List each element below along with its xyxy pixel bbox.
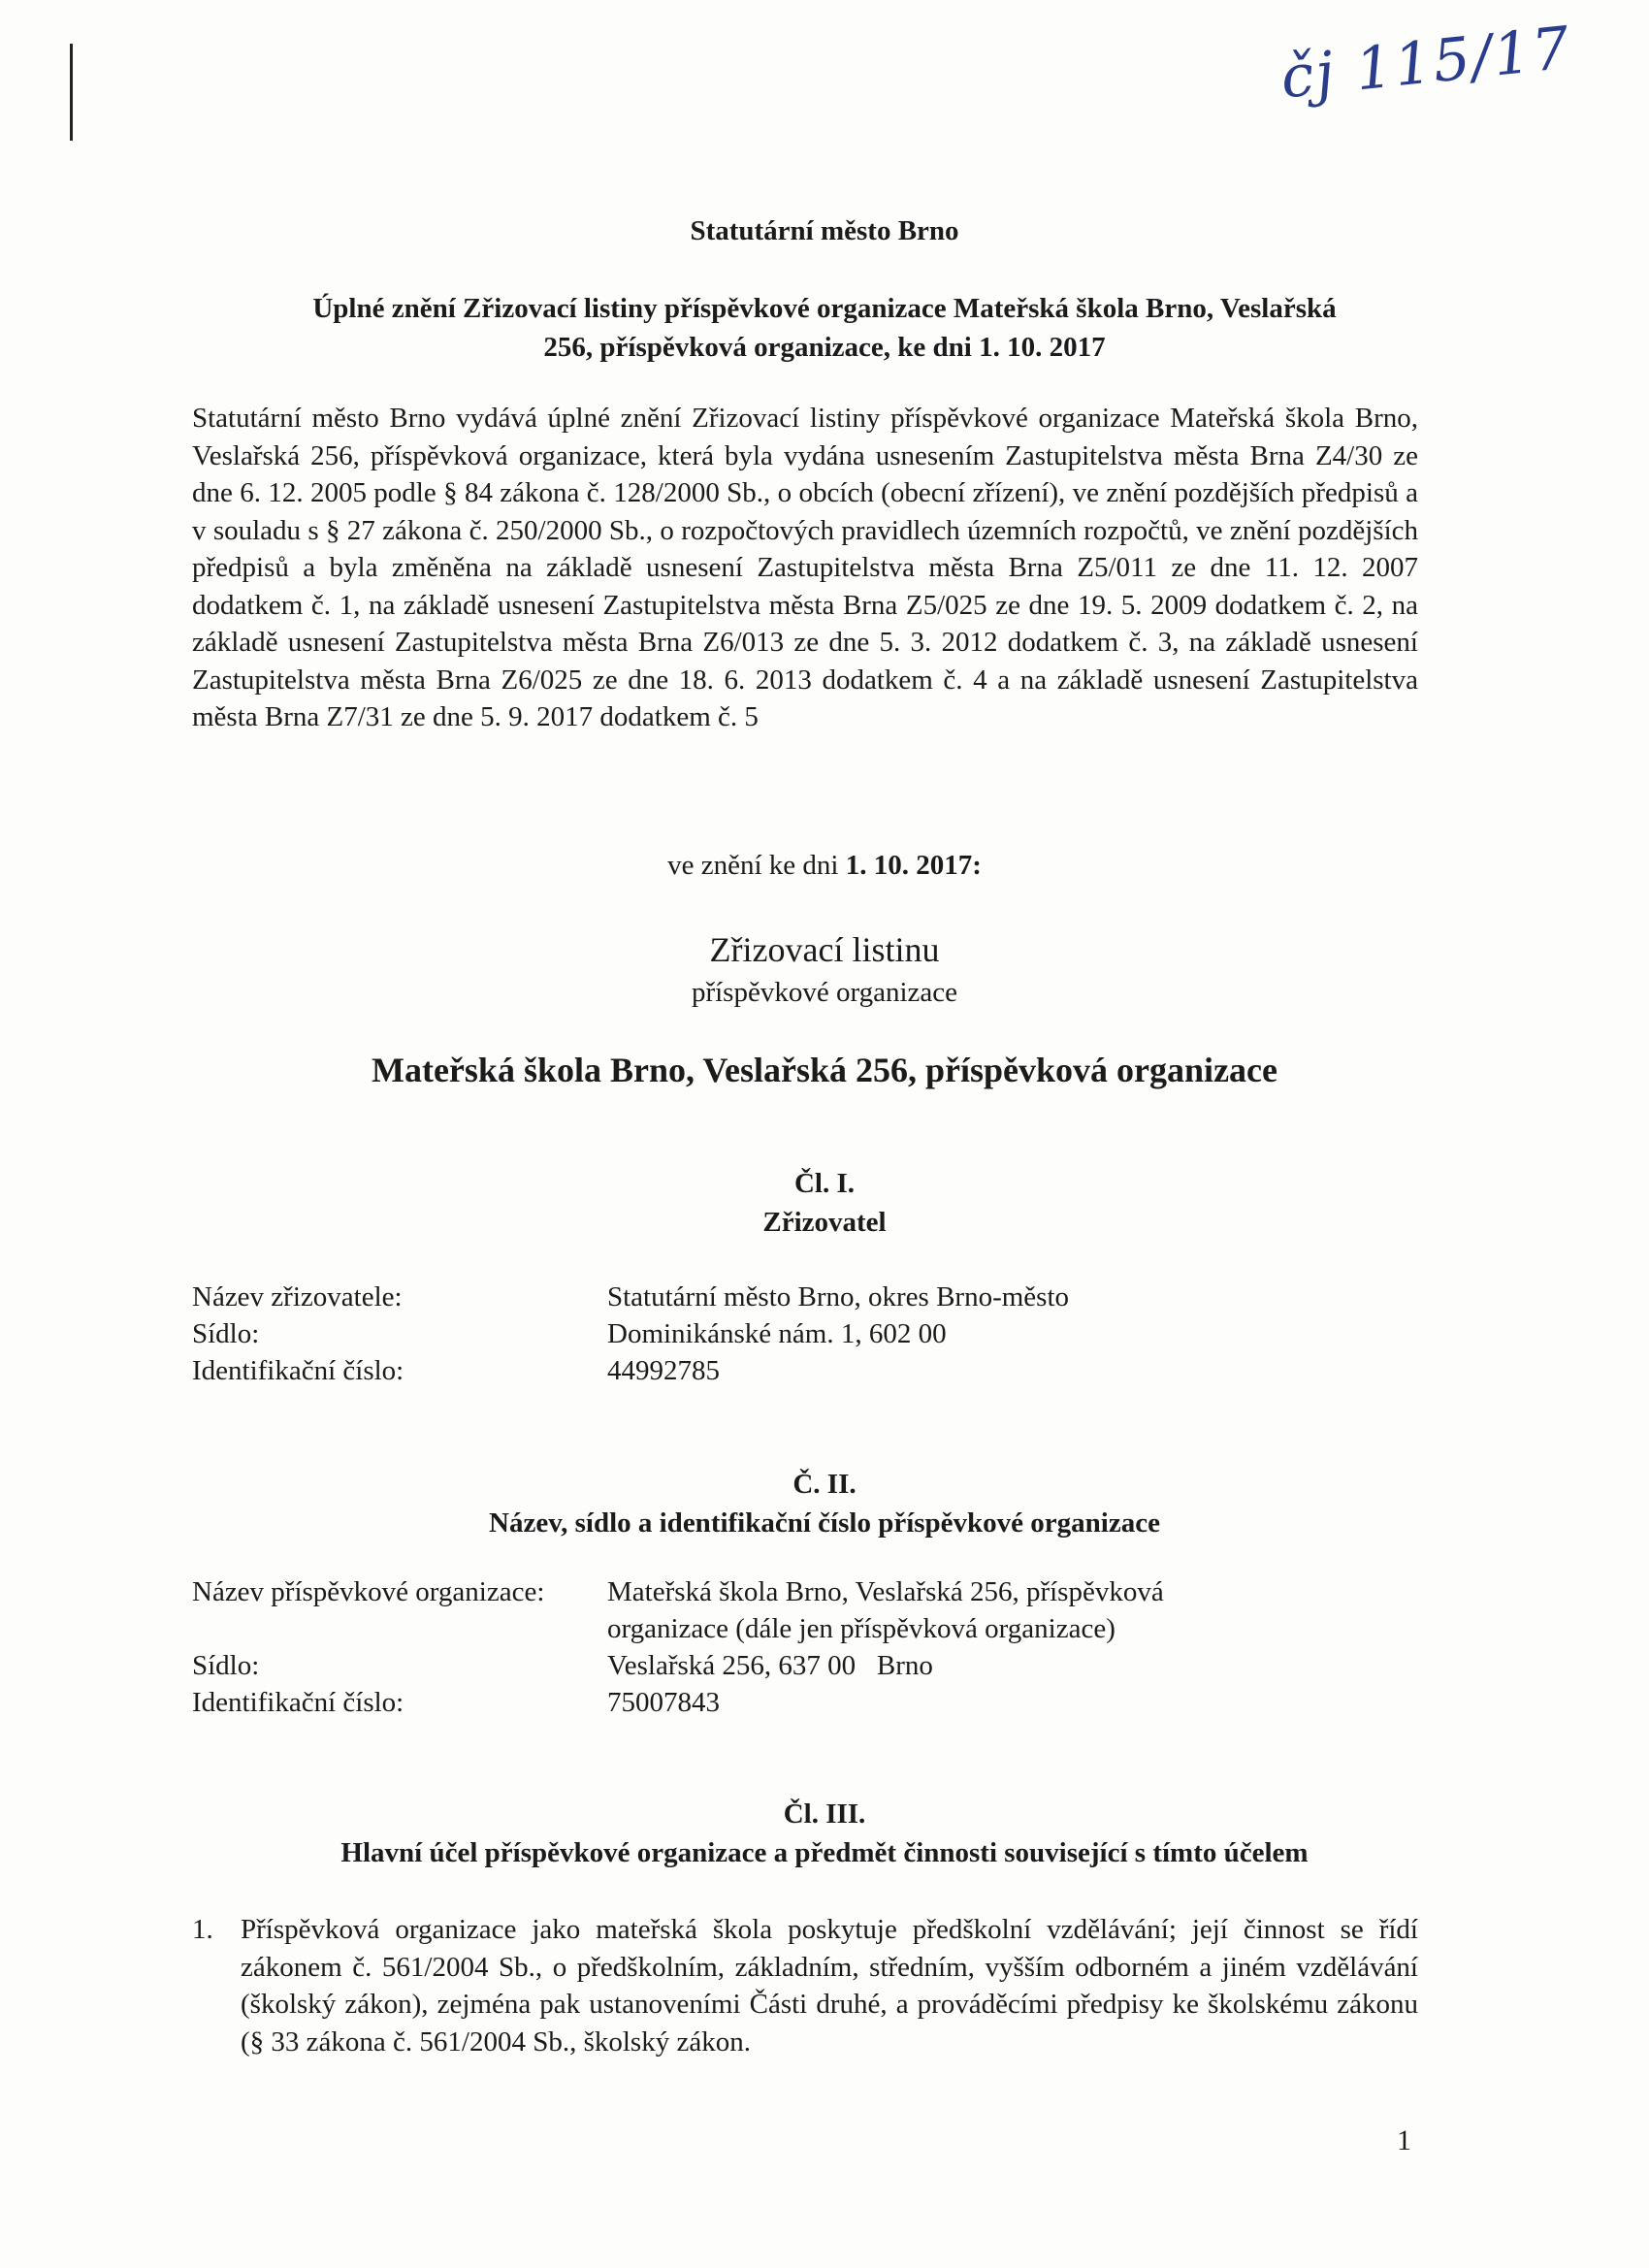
org-seat-value: Veslařská 256, 637 00 Brno: [607, 1650, 933, 1681]
founder-id-label: Identifikační číslo:: [192, 1355, 404, 1386]
org-name-value-line2: organizace (dále jen příspěvková organizace): [607, 1613, 1116, 1644]
founder-id-value: 44992785: [607, 1355, 720, 1386]
doc-title: Zřizovací listinu: [709, 930, 940, 969]
article1-number: Čl. I.: [793, 1168, 856, 1199]
issuer-title: Statutární město Brno: [690, 215, 959, 246]
scan-edge-mark: [70, 44, 73, 141]
intro-paragraph: Statutární město Brno vydává úplné znění Zřizovací listiny příspěvkové organizace Mateřská škola Brno, Veslařská 256, příspěvková organizace, která byla vydána usnesením Zastupitelstva města Brna Z4/30 ze dne 6. 12. 2005 podle § 84 zákona č. 128/2000 Sb., o obcích (obecní zřízení), ve znění pozdějších předpisů a v souladu s § 27 zákona č. 250/2000 Sb., o rozpočtových pravidlech územních rozpočtů, ve znění pozdějších předpisů a byla změněna na základě usnesení Zastupitelstva města Brna Z5/011 ze dne 11. 12. 2007 dodatkem č. 1, na základě usnesení Zastupitelstva města Brna Z5/025 ze dne 19. 5. 2009 dodatkem č. 2, na základě usnesení Zastupitelstva města Brna Z6/013 ze dne 5. 3. 2012 dodatkem č. 3, na základě usnesení Zastupitelstva města Brna Z6/025 ze dne 18. 6. 2013 dodatkem č. 4 a na základě usnesení Zastupitelstva města Brna Z7/31 ze dne 5. 9. 2017 dodatkem č. 5: [192, 403, 1418, 732]
doc-subtitle: příspěvkové organizace: [691, 977, 958, 1008]
org-seat-label: Sídlo:: [192, 1650, 260, 1681]
article3-title: Hlavní účel příspěvkové organizace a předmět činnosti související s tímto účelem: [340, 1837, 1309, 1868]
article3-number: Čl. III.: [783, 1798, 866, 1830]
page-number: 1: [1397, 2124, 1411, 2156]
founder-name-label: Název zřizovatele:: [192, 1281, 403, 1312]
article2-number: Č. II.: [792, 1469, 857, 1500]
organization-name: Mateřská škola Brno, Veslařská 256, příspěvková organizace: [371, 1051, 1277, 1089]
org-id-label: Identifikační číslo:: [192, 1687, 404, 1718]
org-id-value: 75007843: [607, 1687, 720, 1718]
document-heading-line1: Úplné znění Zřizovací listiny příspěvkové organizace Mateřská škola Brno, Veslařská: [312, 293, 1337, 324]
org-name-label: Název příspěvkové organizace:: [192, 1576, 545, 1607]
founder-seat-label: Sídlo:: [192, 1318, 260, 1349]
version-date: 1. 10. 2017:: [845, 850, 982, 881]
version-prefix: ve znění ke dni: [667, 850, 846, 881]
article1-title: Zřizovatel: [762, 1207, 887, 1238]
item-number: 1.: [192, 1914, 213, 1945]
handwritten-reference: čj 115/17: [1277, 14, 1575, 113]
article2-title: Název, sídlo a identifikační číslo příspěvkové organizace: [489, 1507, 1160, 1539]
document-heading-line2: 256, příspěvková organizace, ke dni 1. 10. 2017: [543, 332, 1106, 363]
organization-details: [192, 1573, 1418, 1729]
founder-details: [192, 1279, 1418, 1395]
org-name-value-line1: Mateřská škola Brno, Veslařská 256, příspěvková: [607, 1576, 1164, 1607]
founder-seat-value: Dominikánské nám. 1, 602 00: [607, 1318, 947, 1349]
founder-name-value: Statutární město Brno, okres Brno-město: [607, 1281, 1070, 1312]
version-line: [0, 846, 1649, 885]
item-text: Příspěvková organizace jako mateřská škola poskytuje předškolní vzdělávání; její činnost se řídí zákonem č. 561/2004 Sb., o předškolním, základním, středním, vyšším odborném a jiném vzdělávání (školský zákon), zejména pak ustanoveními Části druhé, a prováděcími předpisy ke školskému zákonu (§ 33 zákona č. 561/2004 Sb., školský zákon.: [241, 1914, 1418, 2057]
